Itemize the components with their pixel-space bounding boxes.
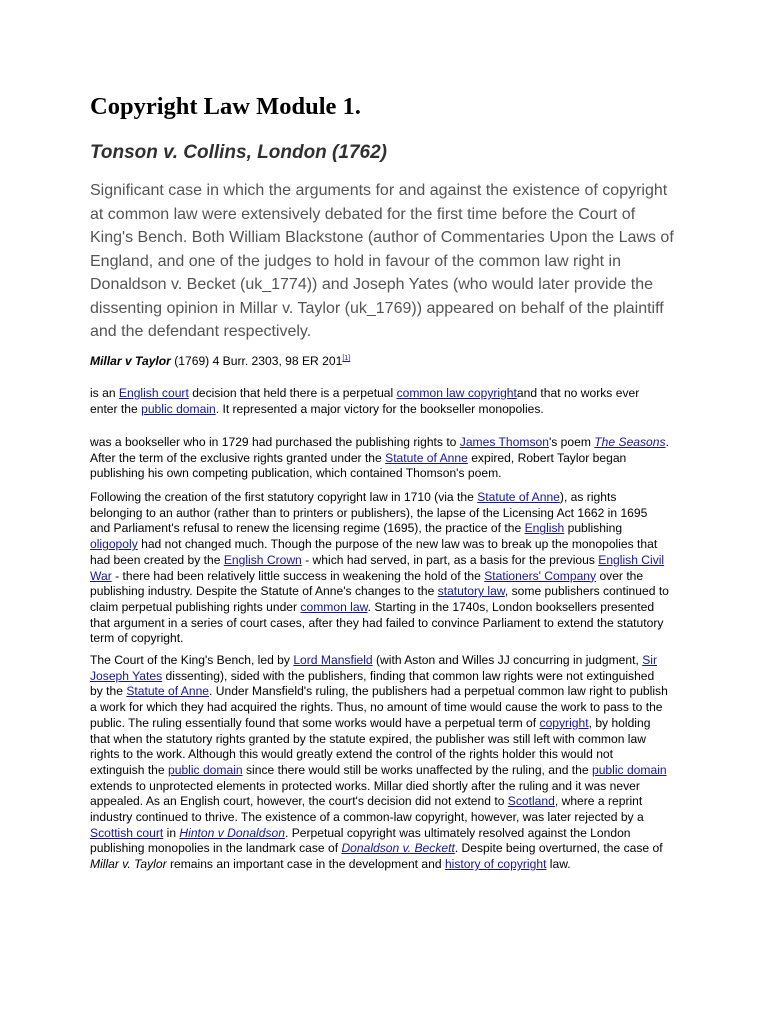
link-stationers-company[interactable]: Stationers' Company <box>484 568 597 583</box>
link-history-of-copyright[interactable]: history of copyright <box>444 857 547 872</box>
link-public-domain[interactable]: public domain <box>168 762 243 777</box>
link-james-thomson[interactable]: James Thomson <box>459 435 549 449</box>
citation-reference: (1769) 4 Burr. 2303, 98 ER 201 <box>170 354 343 368</box>
link-oligopoly[interactable]: oligopoly <box>90 537 138 552</box>
link-public-domain[interactable]: public domain <box>141 401 216 416</box>
paragraph-ruling: The Court of the King's Bench, led by Lord Mansfield (with Aston and Willes JJ concurring in judgment, Sir Joseph Yates dissenting), sided with the publishers, finding that common law rights were not extinguished by the Statute of Anne. Under Mansfield's ruling, the publishers had a perpetual common law right to publish a work for which they had acquired the rights. Thus, no amount of time would cause the work to pass to the public. The ruling essentially found that some works would have a perpetual term of copyright, by holding that when the statutory rights granted by the statute expired, the publisher was still left with common law rights to the work. Although this would greatly extend the control of the rights holder this would not extinguish the public domain since there would still be works unaffected by the ruling, and the public domain extends to unprotected elements in protected works. Millar died shortly after the ruling and it was never appealed. As an English court, however, the court's decision did not extend to Scotland, where a reprint industry continued to thrive. The existence of a common-law copyright, however, was later rejected by a Scottish court in Hinton v Donaldson. Perpetual copyright was ultimately resolved against the London publishing monopolies in the landmark case of Donaldson v. Beckett. Despite being overturned, the case of Millar v. Taylor remains an important case in the development and history of copyright law. <box>90 653 668 872</box>
link-english[interactable]: English <box>524 521 565 536</box>
link-sir-joseph-yates[interactable]: Sir Joseph Yates <box>90 653 657 683</box>
link-scotland[interactable]: Scotland <box>507 794 555 809</box>
link-statute-of-anne[interactable]: Statute of Anne <box>477 490 560 504</box>
link-the-seasons[interactable]: The Seasons <box>594 435 666 449</box>
footnote-link[interactable]: [1] <box>342 354 351 362</box>
paragraph-holding: is an English court decision that held there is a perpetual common law copyrightand that no works ever enter the public domain. It represented a major victory for the bookseller monopolies. <box>90 386 640 416</box>
link-public-domain[interactable]: public domain <box>591 762 667 777</box>
link-english-court[interactable]: English court <box>118 386 189 400</box>
link-common-law[interactable]: common law <box>300 599 368 614</box>
link-hinton-v-donaldson[interactable]: Hinton v Donaldson <box>179 825 285 840</box>
link-english-crown[interactable]: English Crown <box>223 552 302 567</box>
link-statute-of-anne[interactable]: Statute of Anne <box>385 450 468 465</box>
citation-case-name: Millar v Taylor <box>90 354 171 368</box>
document-title: Copyright Law Module 1. <box>90 93 361 120</box>
link-donaldson-v-beckett[interactable]: Donaldson v. Beckett <box>341 841 455 856</box>
link-english-civil-war[interactable]: English Civil War <box>90 552 665 583</box>
link-statute-of-anne[interactable]: Statute of Anne <box>126 684 210 699</box>
link-common-law-copyright[interactable]: common law copyright <box>396 386 517 400</box>
link-copyright[interactable]: copyright <box>539 715 589 730</box>
case-citation <box>90 354 670 370</box>
paragraph-history: Following the creation of the first statutory copyright law in 1710 (via the Statute of Anne), as rights belonging to an author (rather than to printers or publishers), the lapse of the Licensing Act 1662 in 1695 and Parliament's refusal to renew the licensing regime (1695), the practice of the English publishing oligopoly had not changed much. Though the purpose of the new law was to break up the monopolies that had been created by the English Crown - which had served, in part, as a basis for the previous English Civil War - there had been relatively little success in weakening the hold of the Stationers' Company over the publishing industry. Despite the Statute of Anne's changes to the statutory law, some publishers continued to claim perpetual publishing rights under common law. Starting in the 1740s, London booksellers presented that argument in a series of court cases, after they had failed to convince Parliament to extend the statutory term of copyright. <box>90 490 669 646</box>
lead-paragraph: Significant case in which the arguments for and against the existence of copyright at common law were extensively debated for the first time before the Court of King's Bench. Both William Blackstone (author of Commentaries Upon the Laws of England, and one of the judges to hold in favour of the common law right in Donaldson v. Becket (uk_1774)) and Joseph Yates (who would later provide the dissenting opinion in Millar v. Taylor (uk_1769)) appeared on behalf of the plaintiff and the defendant respectively. <box>90 182 674 340</box>
case-name-italic: Millar v. Taylor <box>90 857 167 872</box>
link-statutory-law[interactable]: statutory law <box>437 584 505 599</box>
link-lord-mansfield[interactable]: Lord Mansfield <box>293 653 373 667</box>
paragraph-background: was a bookseller who in 1729 had purchased the publishing rights to James Thomson's poem The Seasons. After the term of the exclusive rights granted under the Statute of Anne expired, Robert Taylor began publishing his own competing publication, which contained Thomson's poem. <box>90 435 669 481</box>
link-scottish-court[interactable]: Scottish court <box>90 825 164 840</box>
case-subtitle: Tonson v. Collins, London (1762) <box>90 142 387 163</box>
